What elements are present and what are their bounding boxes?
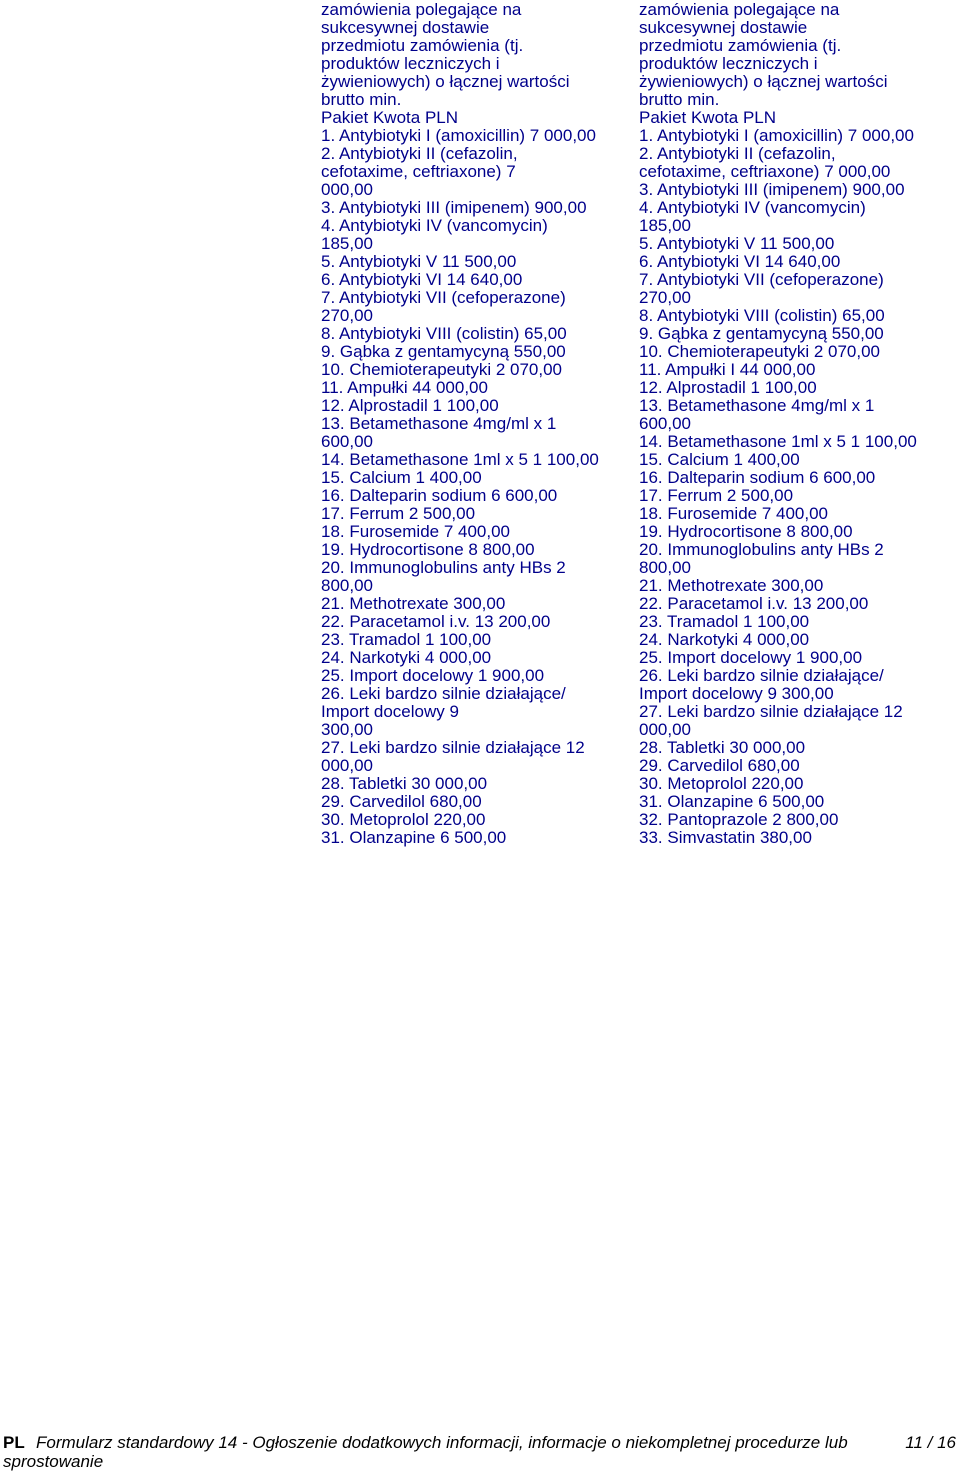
text-line: Import docelowy 9 <box>321 702 459 721</box>
text-line: 24. Narkotyki 4 000,00 <box>321 648 492 667</box>
text-line: 31. Olanzapine 6 500,00 <box>321 828 507 847</box>
text-line: 600,00 <box>639 414 691 433</box>
text-line: brutto min. <box>639 90 720 109</box>
text-line: 5. Antybiotyki V 11 500,00 <box>321 252 517 271</box>
text-line: 30. Metoprolol 220,00 <box>321 810 486 829</box>
text-line: 800,00 <box>321 576 373 595</box>
text-line: 6. Antybiotyki VI 14 640,00 <box>321 270 523 289</box>
text-line: cefotaxime, ceftriaxone) 7 000,00 <box>639 162 891 181</box>
text-line: 15. Calcium 1 400,00 <box>639 450 800 469</box>
text-line: 4. Antybiotyki IV (vancomycin) <box>639 198 866 217</box>
text-line: 185,00 <box>321 234 373 253</box>
text-line: produktów leczniczych i <box>639 54 818 73</box>
text-line: 20. Immunoglobulins anty HBs 2 <box>639 540 884 559</box>
text-line: 27. Leki bardzo silnie działające 12 <box>321 738 585 757</box>
text-line: 25. Import docelowy 1 900,00 <box>321 666 545 685</box>
text-line: 5. Antybiotyki V 11 500,00 <box>639 234 835 253</box>
text-line: 26. Leki bardzo silnie działające/ <box>639 666 884 685</box>
text-line: 1. Antybiotyki I (amoxicillin) 7 000,00 <box>639 126 914 145</box>
page-footer <box>3 1433 958 1471</box>
text-line: brutto min. <box>321 90 402 109</box>
text-line: 6. Antybiotyki VI 14 640,00 <box>639 252 841 271</box>
text-line: 26. Leki bardzo silnie działające/ <box>321 684 566 703</box>
text-line: 13. Betamethasone 4mg/ml x 1 <box>321 414 557 433</box>
text-line: 25. Import docelowy 1 900,00 <box>639 648 863 667</box>
text-line: 14. Betamethasone 1ml x 5 1 100,00 <box>639 432 917 451</box>
text-line: 000,00 <box>321 180 373 199</box>
text-line: 000,00 <box>321 756 373 775</box>
text-line: 10. Chemioterapeutyki 2 070,00 <box>321 360 562 379</box>
text-line: 15. Calcium 1 400,00 <box>321 468 482 487</box>
text-line: cefotaxime, ceftriaxone) 7 <box>321 162 516 181</box>
text-line: 12. Alprostadil 1 100,00 <box>639 378 817 397</box>
text-line: 000,00 <box>639 720 691 739</box>
new-text-column <box>639 1 959 847</box>
text-line: 30. Metoprolol 220,00 <box>639 774 804 793</box>
text-line: Pakiet Kwota PLN <box>639 108 777 127</box>
text-line: 29. Carvedilol 680,00 <box>639 756 800 775</box>
text-line: żywieniowych) o łącznej wartości <box>321 72 570 91</box>
text-line: 14. Betamethasone 1ml x 5 1 100,00 <box>321 450 599 469</box>
text-line: 17. Ferrum 2 500,00 <box>321 504 476 523</box>
text-line: 10. Chemioterapeutyki 2 070,00 <box>639 342 880 361</box>
text-line: 23. Tramadol 1 100,00 <box>639 612 810 631</box>
footer-language-code: PL <box>3 1433 25 1452</box>
text-line: przedmiotu zamówienia (tj. <box>321 36 524 55</box>
old-text-column <box>321 1 641 847</box>
text-line: 20. Immunoglobulins anty HBs 2 <box>321 558 566 577</box>
text-line: 11. Ampułki 44 000,00 <box>321 378 488 397</box>
text-line: 27. Leki bardzo silnie działające 12 <box>639 702 903 721</box>
text-line: sukcesywnej dostawie <box>321 18 490 37</box>
text-line: 16. Dalteparin sodium 6 600,00 <box>639 468 876 487</box>
text-line: 18. Furosemide 7 400,00 <box>321 522 511 541</box>
text-line: 3. Antybiotyki III (imipenem) 900,00 <box>639 180 905 199</box>
text-line: Pakiet Kwota PLN <box>321 108 459 127</box>
text-line: 22. Paracetamol i.v. 13 200,00 <box>321 612 551 631</box>
text-line: Import docelowy 9 300,00 <box>639 684 834 703</box>
text-line: zamówienia polegające na <box>321 0 522 19</box>
text-line: 300,00 <box>321 720 373 739</box>
text-line: 24. Narkotyki 4 000,00 <box>639 630 810 649</box>
footer-page-number: 11 / 16 <box>905 1433 956 1452</box>
text-line: 32. Pantoprazole 2 800,00 <box>639 810 839 829</box>
text-line: 28. Tabletki 30 000,00 <box>321 774 488 793</box>
text-line: 185,00 <box>639 216 691 235</box>
text-line: 12. Alprostadil 1 100,00 <box>321 396 499 415</box>
text-line: 4. Antybiotyki IV (vancomycin) <box>321 216 548 235</box>
text-line: zamówienia polegające na <box>639 0 840 19</box>
text-line: 270,00 <box>639 288 691 307</box>
text-line: żywieniowych) o łącznej wartości <box>639 72 888 91</box>
text-line: 9. Gąbka z gentamycyną 550,00 <box>639 324 884 343</box>
text-line: 21. Methotrexate 300,00 <box>639 576 824 595</box>
text-line: 3. Antybiotyki III (imipenem) 900,00 <box>321 198 587 217</box>
text-line: 22. Paracetamol i.v. 13 200,00 <box>639 594 869 613</box>
text-line: 31. Olanzapine 6 500,00 <box>639 792 825 811</box>
text-line: 270,00 <box>321 306 373 325</box>
text-line: 7. Antybiotyki VII (cefoperazone) <box>321 288 566 307</box>
text-line: 16. Dalteparin sodium 6 600,00 <box>321 486 558 505</box>
text-line: przedmiotu zamówienia (tj. <box>639 36 842 55</box>
text-line: 13. Betamethasone 4mg/ml x 1 <box>639 396 875 415</box>
text-line: 7. Antybiotyki VII (cefoperazone) <box>639 270 884 289</box>
text-line: 19. Hydrocortisone 8 800,00 <box>321 540 535 559</box>
text-line: 2. Antybiotyki II (cefazolin, <box>639 144 836 163</box>
text-line: 8. Antybiotyki VIII (colistin) 65,00 <box>321 324 567 343</box>
text-line: produktów leczniczych i <box>321 54 500 73</box>
text-line: 29. Carvedilol 680,00 <box>321 792 482 811</box>
text-line: sukcesywnej dostawie <box>639 18 808 37</box>
footer-form-title-continued: sprostowanie <box>3 1452 104 1471</box>
text-line: 8. Antybiotyki VIII (colistin) 65,00 <box>639 306 885 325</box>
text-line: 9. Gąbka z gentamycyną 550,00 <box>321 342 566 361</box>
text-line: 11. Ampułki I 44 000,00 <box>639 360 816 379</box>
text-line: 18. Furosemide 7 400,00 <box>639 504 829 523</box>
text-line: 28. Tabletki 30 000,00 <box>639 738 806 757</box>
text-line: 17. Ferrum 2 500,00 <box>639 486 794 505</box>
text-line: 1. Antybiotyki I (amoxicillin) 7 000,00 <box>321 126 596 145</box>
text-line: 2. Antybiotyki II (cefazolin, <box>321 144 518 163</box>
text-line: 23. Tramadol 1 100,00 <box>321 630 492 649</box>
text-line: 33. Simvastatin 380,00 <box>639 828 812 847</box>
text-line: 21. Methotrexate 300,00 <box>321 594 506 613</box>
footer-form-title: Formularz standardowy 14 - Ogłoszenie dodatkowych informacji, informacje o niekompletnej procedurze lub <box>36 1433 848 1452</box>
text-line: 19. Hydrocortisone 8 800,00 <box>639 522 853 541</box>
text-line: 800,00 <box>639 558 691 577</box>
text-line: 600,00 <box>321 432 373 451</box>
